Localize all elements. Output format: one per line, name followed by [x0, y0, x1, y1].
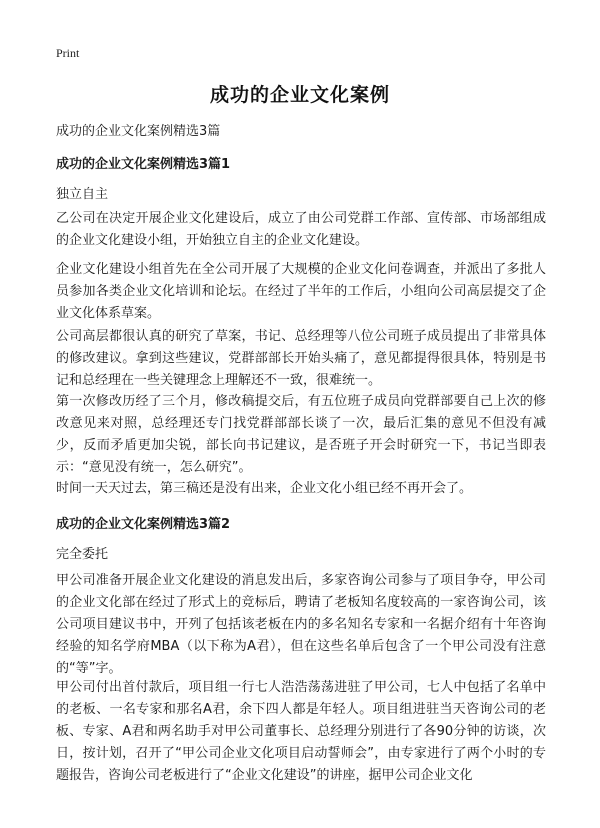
- print-link[interactable]: Print: [56, 46, 80, 60]
- section-heading: 成功的企业文化案例精选3篇1: [56, 157, 231, 172]
- section-heading: 成功的企业文化案例精选3篇2: [56, 517, 231, 532]
- section-subheading: 独立自主: [56, 187, 109, 202]
- section-subheading: 完全委托: [56, 547, 109, 562]
- paragraph: 乙公司在决定开展企业文化建设后，成立了由公司党群工作部、宣传部、市场部组成的企业文化建设小组，开始独立自主的企业文化建设。: [56, 211, 546, 248]
- paragraph: 甲公司付出首付款后，项目组一行七人浩浩荡荡进驻了甲公司，七人中包括了名单中的老板、一名专家和那名A君，余下四人都是年轻人。项目组进驻当天咨询公司的老板、专家、A君和两名助手对甲公司董事长、总经理分别进行了各90分钟的访谈，次日，按计划，召开了“甲公司企业文化项目启动誓师会”，由专家进行了两个小时的专题报告，咨询公司老板进行了“企业文化建设”的讲座，据甲公司企业文化: [56, 680, 546, 783]
- paragraph: 第一次修改历经了三个月，修改稿提交后，有五位班子成员向党群部要自己上次的修改意见来对照，总经理还专门找党群部部长谈了一次，最后汇集的意见不但没有减少，反而矛盾更加尖锐，部长向书记建议，是否班子开会时研究一下，书记当即表示：“意见没有统一，怎么研究”。: [56, 394, 546, 475]
- paragraph: 时间一天天过去，第三稿还是没有出来，企业文化小组已经不再开会了。: [56, 481, 473, 496]
- paragraph: 企业文化建设小组首先在全公司开展了大规模的企业文化问卷调查，并派出了多批人员参加各类企业文化培训和论坛。在经过了半年的工作后，小组向公司高层提交了企业文化体系草案。: [56, 262, 546, 321]
- paragraph: 甲公司准备开展企业文化建设的消息发出后，多家咨询公司参与了项目争夺，甲公司的企业文化部在经过了形式上的竞标后，聘请了老板知名度较高的一家咨询公司，该公司项目建议书中，开列了包括该老板在内的多名知名专家和一名据介绍有十年咨询经验的知名学府MBA（以下称为A君），但在这些名单后包含了一个甲公司没有注意的“等”字。: [56, 573, 546, 676]
- document-subtitle: 成功的企业文化案例精选3篇: [56, 124, 221, 139]
- paragraph: 公司高层都很认真的研究了草案，书记、总经理等八位公司班子成员提出了非常具体的修改建议。拿到这些建议，党群部部长开始头痛了，意见都提得很具体，特别是书记和总经理在一些关键理念上理解还不一致，很难统一。: [56, 329, 546, 388]
- page-title: 成功的企业文化案例: [209, 84, 390, 106]
